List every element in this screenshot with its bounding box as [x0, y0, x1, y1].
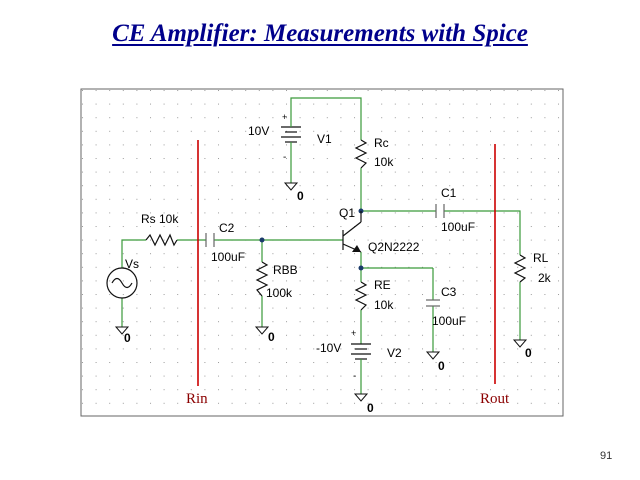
rc-value-label: 10k: [374, 155, 394, 169]
v2-minus-sign: -: [353, 371, 357, 382]
rbb-ground-label: 0: [268, 330, 275, 344]
c2-name-label: C2: [219, 221, 235, 235]
rl-name-label: RL: [533, 251, 549, 265]
c2-value-label: 100uF: [211, 250, 246, 264]
vs-name-label: Vs: [125, 257, 140, 271]
q1-name-label: Q1: [339, 206, 356, 220]
rin-label: Rin: [186, 391, 208, 407]
rs-label: Rs 10k: [141, 212, 179, 226]
v1-plus-sign: +: [282, 112, 288, 122]
v2-plus-sign: +: [351, 328, 357, 338]
v2-name-label: V2: [387, 346, 402, 360]
c1-value-label: 100uF: [441, 220, 476, 234]
v1-name-label: V1: [317, 132, 332, 146]
re-value-label: 10k: [374, 298, 394, 312]
title-text: CE Amplifier: Measurements with Spice: [112, 20, 528, 47]
c1-name-label: C1: [441, 186, 457, 200]
rbb-name-label: RBB: [273, 263, 298, 277]
v1-minus-sign: -: [283, 152, 287, 163]
rl-value-label: 2k: [538, 271, 551, 285]
c3-name-label: C3: [441, 285, 457, 299]
emitter-junction: [359, 266, 364, 271]
rbb-value-label: 100k: [266, 286, 293, 300]
c3-ground-label: 0: [438, 359, 445, 373]
v1-ground-label: 0: [297, 189, 304, 203]
c3-value-label: 100uF: [432, 314, 467, 328]
rc-name-label: Rc: [374, 136, 389, 150]
rl-ground-label: 0: [525, 346, 532, 360]
v2-value-label: -10V: [316, 341, 342, 355]
v1-value-label: 10V: [248, 124, 270, 138]
page-number: 91: [600, 450, 613, 462]
v2-ground-label: 0: [367, 401, 374, 415]
base-junction: [260, 238, 265, 243]
re-name-label: RE: [374, 278, 391, 292]
q1-model-label: Q2N2222: [368, 240, 420, 254]
vs-ground-label: 0: [124, 331, 131, 345]
rout-label: Rout: [480, 391, 510, 407]
